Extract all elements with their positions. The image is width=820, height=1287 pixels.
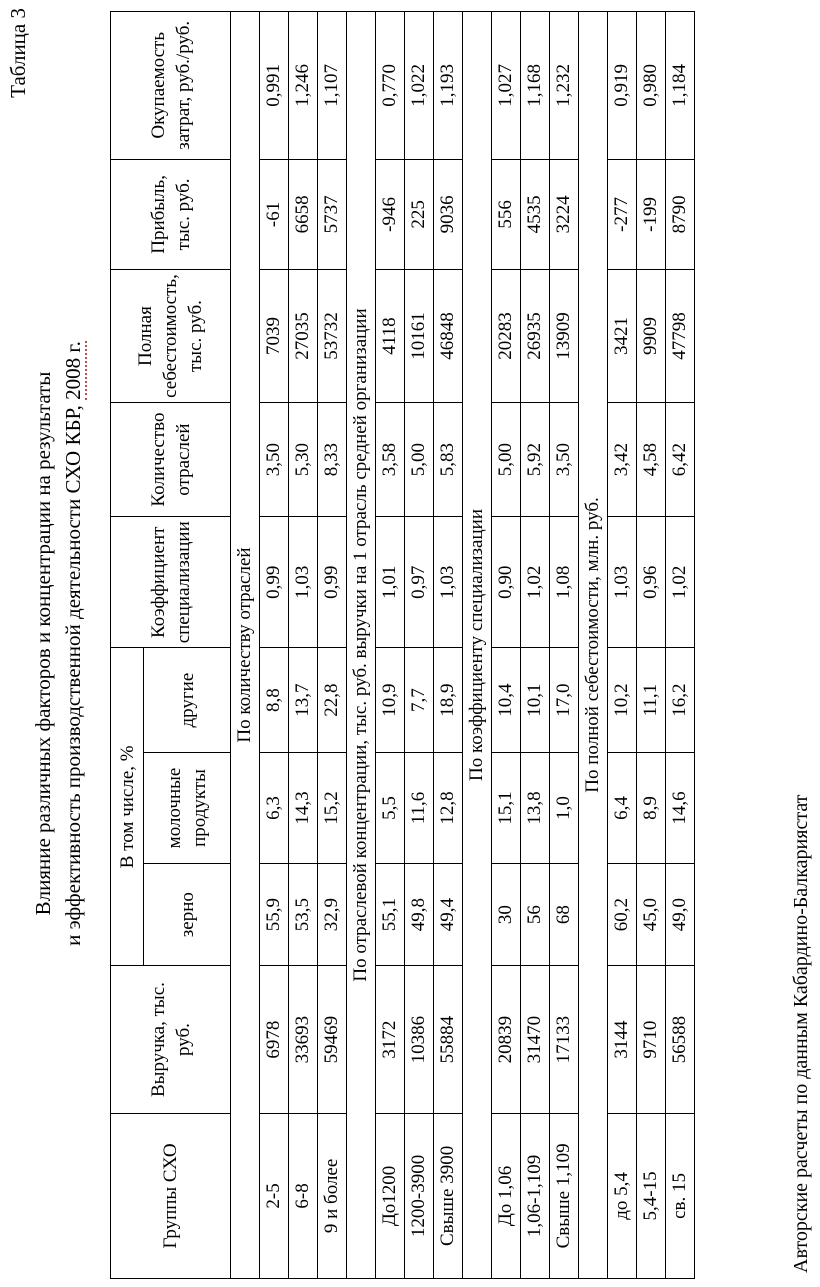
- table-cell: 53732: [318, 270, 347, 403]
- table-cell: 49,4: [434, 864, 463, 966]
- row-group-cell: 2-5: [260, 1113, 289, 1278]
- table-cell: 59469: [318, 966, 347, 1114]
- table-body: [231, 12, 695, 1279]
- table-cell: 3,42: [608, 402, 637, 516]
- table-cell: 0,90: [492, 517, 521, 648]
- table-cell: 14,3: [289, 752, 318, 863]
- table-cell: 0,96: [637, 517, 666, 648]
- table-cell: 1,02: [521, 517, 550, 648]
- table-cell: 4118: [376, 270, 405, 403]
- footnote: Авторские расчеты по данным Кабардино-Балкариястат: [790, 794, 812, 1273]
- table-cell: 1,03: [289, 517, 318, 648]
- table-row: [550, 12, 579, 1279]
- section-title: По полной себестоимости, млн. руб.: [579, 12, 608, 1279]
- table-row: [637, 12, 666, 1279]
- table-cell: 11,6: [405, 752, 434, 863]
- table-cell: -61: [260, 159, 289, 270]
- header-profit: Прибыль, тыс. руб.: [111, 159, 231, 270]
- table-cell: 1,02: [666, 517, 695, 648]
- table-cell: 1,03: [434, 517, 463, 648]
- table-cell: 12,8: [434, 752, 463, 863]
- table-cell: 5,30: [289, 402, 318, 516]
- table-cell: 3,50: [550, 402, 579, 516]
- table-cell: 8,9: [637, 752, 666, 863]
- table-cell: 0,99: [318, 517, 347, 648]
- table-cell: 5,00: [405, 402, 434, 516]
- table-cell: 1,0: [550, 752, 579, 863]
- table-cell: 56: [521, 864, 550, 966]
- table-row: [289, 12, 318, 1279]
- row-group-cell: 1200-3900: [405, 1113, 434, 1278]
- table-number: Таблица 3: [6, 8, 30, 98]
- table-cell: 6978: [260, 966, 289, 1114]
- table-cell: 68: [550, 864, 579, 966]
- row-group-cell: св. 15: [666, 1113, 695, 1278]
- table-cell: 17,0: [550, 648, 579, 753]
- table-cell: 0,97: [405, 517, 434, 648]
- row-group-cell: 6-8: [289, 1113, 318, 1278]
- table-cell: -946: [376, 159, 405, 270]
- table-cell: 1,08: [550, 517, 579, 648]
- table-cell: 13909: [550, 270, 579, 403]
- table-cell: 10,9: [376, 648, 405, 753]
- table-cell: 13,8: [521, 752, 550, 863]
- table-cell: 1,193: [434, 12, 463, 160]
- title-line-2-main: и эффективность производственной деятельности СХО КБР,: [61, 405, 85, 946]
- table-cell: 15,2: [318, 752, 347, 863]
- row-group-cell: до 5,4: [608, 1113, 637, 1278]
- table-cell: 3,58: [376, 402, 405, 516]
- table-cell: 53,5: [289, 864, 318, 966]
- title-year: 2008 г.: [61, 341, 85, 400]
- table-cell: 33693: [289, 966, 318, 1114]
- table-cell: 0,980: [637, 12, 666, 160]
- row-group-cell: До 1,06: [492, 1113, 521, 1278]
- table-cell: 10,2: [608, 648, 637, 753]
- table-cell: 55884: [434, 966, 463, 1114]
- table-cell: 0,991: [260, 12, 289, 160]
- table-cell: 3,50: [260, 402, 289, 516]
- table-cell: 1,232: [550, 12, 579, 160]
- table-cell: 26935: [521, 270, 550, 403]
- header-revenue: Выручка, тыс. руб.: [111, 966, 231, 1114]
- table-cell: 1,246: [289, 12, 318, 160]
- table-cell: 22,8: [318, 648, 347, 753]
- table-cell: 0,770: [376, 12, 405, 160]
- table-cell: 32,9: [318, 864, 347, 966]
- header-full-cost: Полная себестоимость, тыс. руб.: [111, 270, 231, 403]
- table-cell: 46848: [434, 270, 463, 403]
- table-cell: 20839: [492, 966, 521, 1114]
- section-row: [347, 12, 376, 1279]
- row-group-cell: 1,06-1,109: [521, 1113, 550, 1278]
- table-cell: 1,184: [666, 12, 695, 160]
- table-cell: 5737: [318, 159, 347, 270]
- header-spec-coef: Коэффициент специализации: [111, 517, 231, 648]
- table-cell: 47798: [666, 270, 695, 403]
- table-cell: 0,919: [608, 12, 637, 160]
- table-row: [434, 12, 463, 1279]
- table-cell: 9909: [637, 270, 666, 403]
- row-group-cell: 9 и более: [318, 1113, 347, 1278]
- section-row: [463, 12, 492, 1279]
- table-cell: 15,1: [492, 752, 521, 863]
- table-row: [666, 12, 695, 1279]
- table-cell: 6,4: [608, 752, 637, 863]
- table-row: [521, 12, 550, 1279]
- header-group: Группы СХО: [111, 1113, 231, 1278]
- table-cell: 10386: [405, 966, 434, 1114]
- table-title: [28, 0, 88, 1287]
- table-cell: -199: [637, 159, 666, 270]
- table-cell: 3224: [550, 159, 579, 270]
- title-line-1: Влияние различных факторов и концентрации на результаты: [31, 371, 55, 916]
- table-cell: 45,0: [637, 864, 666, 966]
- table-row: [492, 12, 521, 1279]
- title-line-2: [58, 0, 88, 1287]
- header-dairy: молочные продукты: [144, 752, 231, 863]
- table-cell: 10161: [405, 270, 434, 403]
- table-cell: 5,00: [492, 402, 521, 516]
- table-cell: 4535: [521, 159, 550, 270]
- row-group-cell: До1200: [376, 1113, 405, 1278]
- header-other: другие: [144, 648, 231, 753]
- table-row: [608, 12, 637, 1279]
- row-group-cell: 5,4-15: [637, 1113, 666, 1278]
- table-cell: 27035: [289, 270, 318, 403]
- table-cell: 556: [492, 159, 521, 270]
- data-table: [110, 11, 695, 1279]
- header-branch-count: Количество отраслей: [111, 402, 231, 516]
- table-cell: 1,107: [318, 12, 347, 160]
- table-cell: 30: [492, 864, 521, 966]
- table-cell: 5,5: [376, 752, 405, 863]
- table-cell: 16,2: [666, 648, 695, 753]
- table-cell: 1,01: [376, 517, 405, 648]
- table-cell: 10,4: [492, 648, 521, 753]
- table-row: [260, 12, 289, 1279]
- table-cell: 3421: [608, 270, 637, 403]
- table-cell: 9710: [637, 966, 666, 1114]
- table-cell: 5,92: [521, 402, 550, 516]
- table-cell: 3172: [376, 966, 405, 1114]
- section-title: По отраслевой концентрации, тыс. руб. выручки на 1 отрасль средней организации: [347, 12, 376, 1279]
- table-cell: 18,9: [434, 648, 463, 753]
- table-cell: 7039: [260, 270, 289, 403]
- table-cell: 225: [405, 159, 434, 270]
- table-cell: 11,1: [637, 648, 666, 753]
- table-cell: 6,3: [260, 752, 289, 863]
- row-group-cell: Свыше 3900: [434, 1113, 463, 1278]
- table-row: [376, 12, 405, 1279]
- table-row: [405, 12, 434, 1279]
- table-cell: 5,83: [434, 402, 463, 516]
- table-cell: 8,33: [318, 402, 347, 516]
- section-title: По коэффициенту специализации: [463, 12, 492, 1279]
- table-cell: 56588: [666, 966, 695, 1114]
- header-incl: В том числе, %: [111, 648, 144, 966]
- table-cell: 49,8: [405, 864, 434, 966]
- table-cell: 1,022: [405, 12, 434, 160]
- table-cell: 14,6: [666, 752, 695, 863]
- section-row: [231, 12, 260, 1279]
- table-cell: 17133: [550, 966, 579, 1114]
- table-cell: 10,1: [521, 648, 550, 753]
- table-cell: 1,168: [521, 12, 550, 160]
- table-cell: 20283: [492, 270, 521, 403]
- table-cell: 7,7: [405, 648, 434, 753]
- section-title: По количеству отраслей: [231, 12, 260, 1279]
- table-cell: 0,99: [260, 517, 289, 648]
- table-cell: 13,7: [289, 648, 318, 753]
- table-cell: 8790: [666, 159, 695, 270]
- table-cell: 6658: [289, 159, 318, 270]
- table-cell: 49,0: [666, 864, 695, 966]
- table-cell: 60,2: [608, 864, 637, 966]
- table-cell: -277: [608, 159, 637, 270]
- table-cell: 1,03: [608, 517, 637, 648]
- row-group-cell: Свыше 1,109: [550, 1113, 579, 1278]
- table-cell: 3144: [608, 966, 637, 1114]
- header-payback: Окупаемость затрат, руб./руб.: [111, 12, 231, 160]
- table-cell: 8,8: [260, 648, 289, 753]
- section-row: [579, 12, 608, 1279]
- table-row: [318, 12, 347, 1279]
- table-cell: 1,027: [492, 12, 521, 160]
- header-grain: зерно: [144, 864, 231, 966]
- table-cell: 9036: [434, 159, 463, 270]
- table-cell: 55,1: [376, 864, 405, 966]
- table-cell: 6,42: [666, 402, 695, 516]
- table-cell: 31470: [521, 966, 550, 1114]
- table-cell: 55,9: [260, 864, 289, 966]
- table-cell: 4,58: [637, 402, 666, 516]
